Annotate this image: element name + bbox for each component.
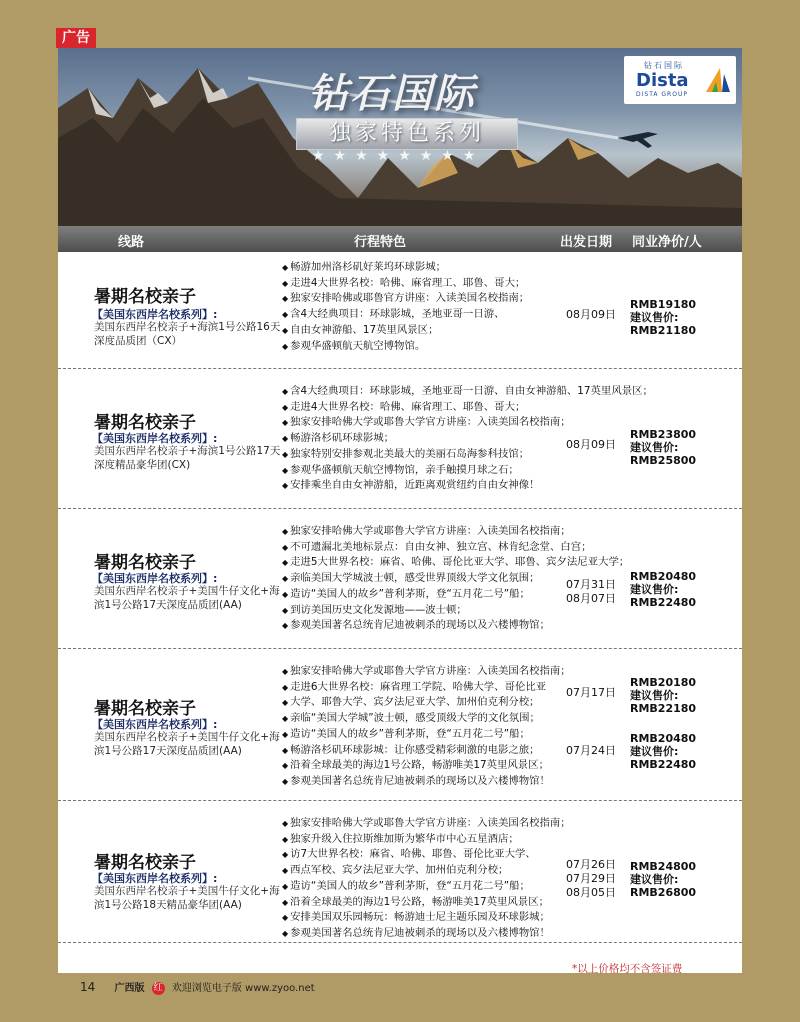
price-block (630, 676, 696, 715)
divider (58, 368, 742, 369)
edition-label: 广西版 (114, 983, 145, 994)
feature-item: ◆ 畅游洛杉矶环球影城：让你感受精彩刺激的电影之旅； (282, 743, 632, 759)
feature-item: ◆ 参观美国著名总统肯尼迪被刺杀的现场以及六楼博物馆！ (282, 926, 632, 942)
banner-subtitle: 独家特色系列 (296, 118, 518, 150)
suggest-price: RMB26800 (630, 886, 697, 899)
footer-link-text[interactable]: 欢迎浏览电子版 www.zyoo.net (171, 983, 315, 994)
feature-item: ◆ 安排美国双乐园畅玩：畅游迪士尼主题乐园及环球影城； (282, 910, 632, 926)
feature-item: ◆ 参观华盛顿航天航空博物馆。 (282, 339, 632, 355)
feature-item: ◆ 独家安排哈佛或耶鲁官方讲座：入读美国名校指南； (282, 291, 632, 307)
tour-title: 暑期名校亲子 (94, 853, 196, 873)
feature-item: ◆ 造访“美国人的故乡”普利茅斯，登“五月花二号”船； (282, 587, 632, 603)
feature-item: ◆ 亲临美国大学城波士顿，感受世界顶级大学文化氛围； (282, 571, 632, 587)
suggest-price: RMB22480 (630, 596, 697, 609)
feature-item: ◆ 畅游加州洛杉矶好莱坞环球影城； (282, 260, 632, 276)
star-icons: ★★★★★★★★ (312, 148, 485, 164)
tour-desc: 美国东西岸名校亲子+海滨1号公路17天深度精品豪华团(CX) (94, 445, 281, 471)
suggest-price: RMB21180 (630, 324, 697, 337)
hong-badge-icon: 红 (153, 982, 163, 993)
feature-item: ◆ 自由女神游船、17英里风景区； (282, 323, 632, 339)
feature-item: ◆ 畅游洛杉矶环球影城； (282, 431, 632, 447)
feature-item: ◆ 造访“美国人的故乡”普利茅斯，登“五月花二号”船； (282, 879, 632, 895)
feature-item: ◆ 走进5大世界名校：麻省、哈佛、哥伦比亚大学、耶鲁、宾夕法尼亚大学； (282, 555, 632, 571)
departure-date: 07月17日 (566, 686, 616, 699)
header-date: 出发日期 (560, 235, 613, 250)
net-price: RMB20180 (630, 676, 697, 689)
feature-item: ◆ 西点军校、宾夕法尼亚大学、加州伯克利分校； (282, 863, 632, 879)
header-price: 同业净价/人 (632, 235, 702, 250)
tour-desc: 美国东西岸名校亲子+美国牛仔文化+海滨1号公路17天深度品质团(AA) (94, 731, 280, 757)
feature-item: ◆ 参观华盛顿航天航空博物馆，亲手触摸月球之石； (282, 463, 632, 479)
feature-item: ◆ 安排乘坐自由女神游船，近距离观赏纽约自由女神像！ (282, 478, 632, 494)
tour-series: 【美国东西岸名校系列】: (92, 432, 218, 445)
airplane-wing-icon (630, 136, 652, 148)
departure-date: 08月05日 (566, 886, 616, 899)
tour-series: 【美国东西岸名校系列】: (92, 308, 218, 321)
suggest-label: 建议售价: (630, 689, 679, 702)
banner (58, 48, 742, 226)
tour-features (282, 664, 632, 790)
dista-logo (624, 56, 736, 104)
feature-item: ◆ 独家升级入住拉斯维加斯为繁华市中心五星酒店； (282, 832, 632, 848)
feature-item: ◆ 走进4大世界名校：哈佛、麻省理工、耶鲁、哥大； (282, 276, 632, 292)
tour-series: 【美国东西岸名校系列】: (92, 872, 218, 885)
header-route: 线路 (118, 235, 145, 250)
table-header (58, 226, 742, 252)
suggest-price: RMB22180 (630, 702, 697, 715)
feature-item: ◆ 造访“美国人的故乡”普利茅斯，登“五月花二号”船； (282, 727, 632, 743)
feature-item: ◆ 独家安排哈佛大学或耶鲁大学官方讲座：入读美国名校指南； (282, 816, 632, 832)
divider (58, 800, 742, 801)
logo-cn-text: 钻石国际 (644, 61, 684, 70)
feature-item: ◆ 独家安排哈佛大学或耶鲁大学官方讲座：入读美国名校指南； (282, 664, 632, 680)
tour-series: 【美国东西岸名校系列】: (92, 572, 218, 585)
feature-item: ◆ 含4大经典项目：环球影城，圣地亚哥一日游、自由女神游船、17英里风景区； (282, 384, 632, 400)
suggest-label: 建议售价: (630, 311, 679, 324)
departure-date: 08月07日 (566, 592, 616, 605)
suggest-price: RMB22480 (630, 758, 697, 771)
departure-date: 07月29日 (566, 872, 616, 885)
feature-item: ◆ 独家安排哈佛大学或耶鲁大学官方讲座：入读美国名校指南； (282, 524, 632, 540)
page-number: 14 (80, 980, 96, 994)
feature-item: ◆ 沿着全球最美的海边1号公路，畅游唯美17英里风景区； (282, 895, 632, 911)
suggest-label: 建议售价: (630, 441, 679, 454)
price-block (630, 428, 696, 467)
logo-sail-icon (702, 64, 732, 94)
ad-tag: 广告 (56, 28, 96, 48)
price-block (630, 732, 696, 771)
net-price: RMB24800 (630, 860, 697, 873)
net-price: RMB19180 (630, 298, 697, 311)
feature-item: ◆ 含4大经典项目：环球影城，圣地亚哥一日游、 (282, 307, 632, 323)
suggest-label: 建议售价: (630, 873, 679, 886)
departure-dates (566, 858, 616, 900)
departure-date: 07月24日 (566, 744, 616, 757)
price-block (630, 860, 696, 899)
divider (58, 648, 742, 649)
tour-desc: 美国东西岸名校亲子+美国牛仔文化+海滨1号公路17天深度品质团(AA) (94, 585, 280, 611)
net-price: RMB23800 (630, 428, 697, 441)
page-footer (80, 979, 315, 995)
price-block (630, 570, 696, 609)
tour-desc: 美国东西岸名校亲子+海滨1号公路16天深度品质团（CX） (94, 321, 281, 347)
tour-title: 暑期名校亲子 (94, 287, 196, 307)
feature-item: ◆ 沿着全球最美的海边1号公路，畅游唯美17英里风景区； (282, 758, 632, 774)
suggest-label: 建议售价: (630, 583, 679, 596)
feature-item: ◆ 亲临“美国大学城”波士顿，感受顶级大学的文化氛围； (282, 711, 632, 727)
feature-item: ◆ 独家安排哈佛大学或耶鲁大学官方讲座：入读美国名校指南； (282, 415, 632, 431)
logo-en-text: DISTA GROUP (636, 91, 688, 98)
feature-item: ◆ 走进4大世界名校：哈佛、麻省理工、耶鲁、哥大； (282, 400, 632, 416)
net-price: RMB20480 (630, 732, 697, 745)
feature-item: ◆ 参观美国著名总统肯尼迪被刺杀的现场以及六楼博物馆！ (282, 774, 632, 790)
price-block (630, 298, 696, 337)
divider (58, 942, 742, 943)
suggest-price: RMB25800 (630, 454, 697, 467)
suggest-label: 建议售价: (630, 745, 679, 758)
departure-date: 07月31日 (566, 578, 616, 591)
departure-date: 08月09日 (566, 308, 616, 321)
departure-date: 08月09日 (566, 438, 616, 451)
feature-item: ◆ 访7大世界名校：麻省、哈佛、耶鲁、哥伦比亚大学、 (282, 847, 632, 863)
feature-item: ◆ 不可遗漏北美地标景点：自由女神、独立宫、林肯纪念堂、白宫； (282, 540, 632, 556)
feature-item: ◆ 大学、耶鲁大学、宾夕法尼亚大学、加州伯克利分校； (282, 695, 632, 711)
banner-title: 钻石国际 (308, 71, 476, 117)
tour-desc: 美国东西岸名校亲子+美国牛仔文化+海滨1号公路18天精品豪华团(AA) (94, 885, 280, 911)
ad-panel (58, 48, 742, 973)
tour-title: 暑期名校亲子 (94, 553, 196, 573)
departure-date: 07月26日 (566, 858, 616, 871)
tour-title: 暑期名校亲子 (94, 413, 196, 433)
header-features: 行程特色 (354, 235, 407, 250)
departure-dates (566, 578, 616, 606)
tour-series: 【美国东西岸名校系列】: (92, 718, 218, 731)
feature-item: ◆ 走进6大世界名校：麻省理工学院、哈佛大学、哥伦比亚 (282, 680, 632, 696)
tour-title: 暑期名校亲子 (94, 699, 196, 719)
price-footnote: *以上价格均不含签证费 (572, 963, 683, 975)
net-price: RMB20480 (630, 570, 697, 583)
divider (58, 508, 742, 509)
feature-item: ◆ 到访美国历史文化发源地——波士顿； (282, 603, 632, 619)
feature-item: ◆ 参观美国著名总统肯尼迪被刺杀的现场以及六楼博物馆； (282, 618, 632, 634)
feature-item: ◆ 独家特别安排参观北美最大的美丽石岛海参科技馆； (282, 447, 632, 463)
logo-main-text: Dista (636, 70, 689, 91)
